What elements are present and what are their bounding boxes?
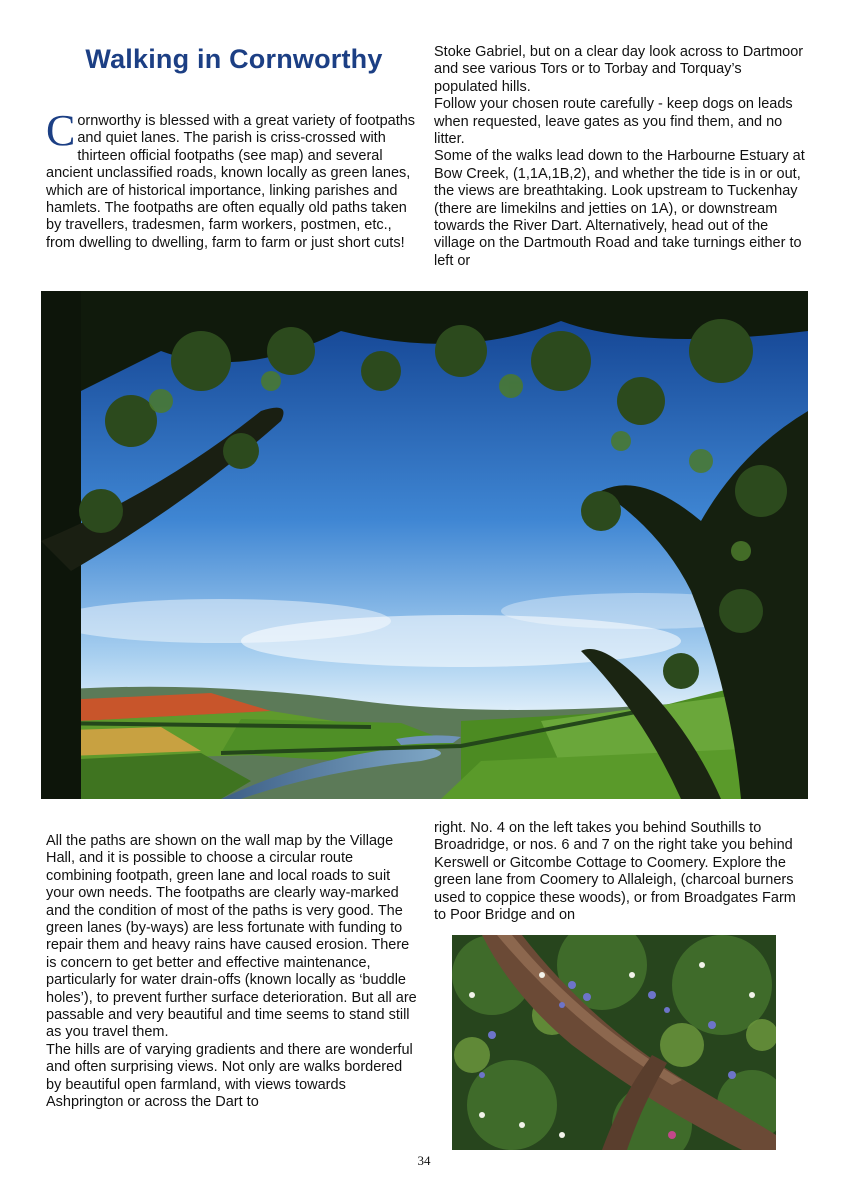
intro-text: ornworthy is blessed with a great variety of footpaths and quiet lanes. The parish is criss-crossed with thirteen official footpaths (see map) and several ancient unclassified roads, known locally as green lanes, which are of historical importance, linking parishes and hamlets. The footpaths are often equally old paths taken by travellers, tradesmen, farm workers, postmen, etc., from dwelling to dwelling, farm to farm or just short cuts!	[46, 113, 416, 251]
paragraph: All the paths are shown on the wall map by the Village Hall, and it is possible to choose a circular route combining footpath, green lane and local roads to suit your own needs. The footpaths are clearly way-marked and the condition of most of the paths is very good. The green lanes (by-ways) are less fortunate with funding to repair them and heavy rains have caused erosion. There is concern to get better and effective maintenance, particularly for water drain-offs (known locally as ‘buddle holes’), to prevent further surface deterioration. But all are passable and very beautiful and time seems to stand still as you travel them.	[46, 833, 417, 1041]
paragraph: Some of the walks lead down to the Harbourne Estuary at Bow Creek, (1,1A,1B,2), and whether the tide is in or out, the views are breathtaking. Look upstream to Tuckenhay (there are limekilns and jetties on 1A), or downstream towards the River Dart. Alternatively, head out of the village on the Dartmouth Road and take turnings either to left or	[434, 148, 805, 269]
paragraph: Follow your chosen route carefully - keep dogs on leads when requested, leave gates as you find them, and no litter.	[434, 96, 793, 148]
woodland-photo	[452, 935, 776, 1150]
bottom-right-column	[434, 820, 808, 924]
landscape-photo	[41, 291, 808, 799]
page-number: 34	[417, 1153, 431, 1168]
paragraph: The hills are of varying gradients and there are wonderful and often surprising views. Not only are walks bordered by beautiful open farmland, with views towards Ashprington or across the Dart to	[46, 1041, 413, 1111]
bottom-left-column	[46, 833, 418, 1112]
drop-cap: C	[46, 106, 76, 155]
intro-paragraph	[46, 106, 418, 252]
page-title: Walking in Cornworthy	[85, 44, 383, 74]
paragraph: right. No. 4 on the left takes you behind Southills to Broadridge, or nos. 6 and 7 on the right take you behind Kerswell or Gitcombe Cottage to Coomery. Explore the green lane from Coomery to Allaleigh, (charcoal burners used to coppice these woods), or from Broadgates Farm to Poor Bridge and on	[434, 820, 796, 924]
paragraph: Stoke Gabriel, but on a clear day look across to Dartmoor and see various Tors or to Torbay and Torquay’s populated hills.	[434, 44, 804, 95]
top-right-column	[434, 44, 808, 270]
